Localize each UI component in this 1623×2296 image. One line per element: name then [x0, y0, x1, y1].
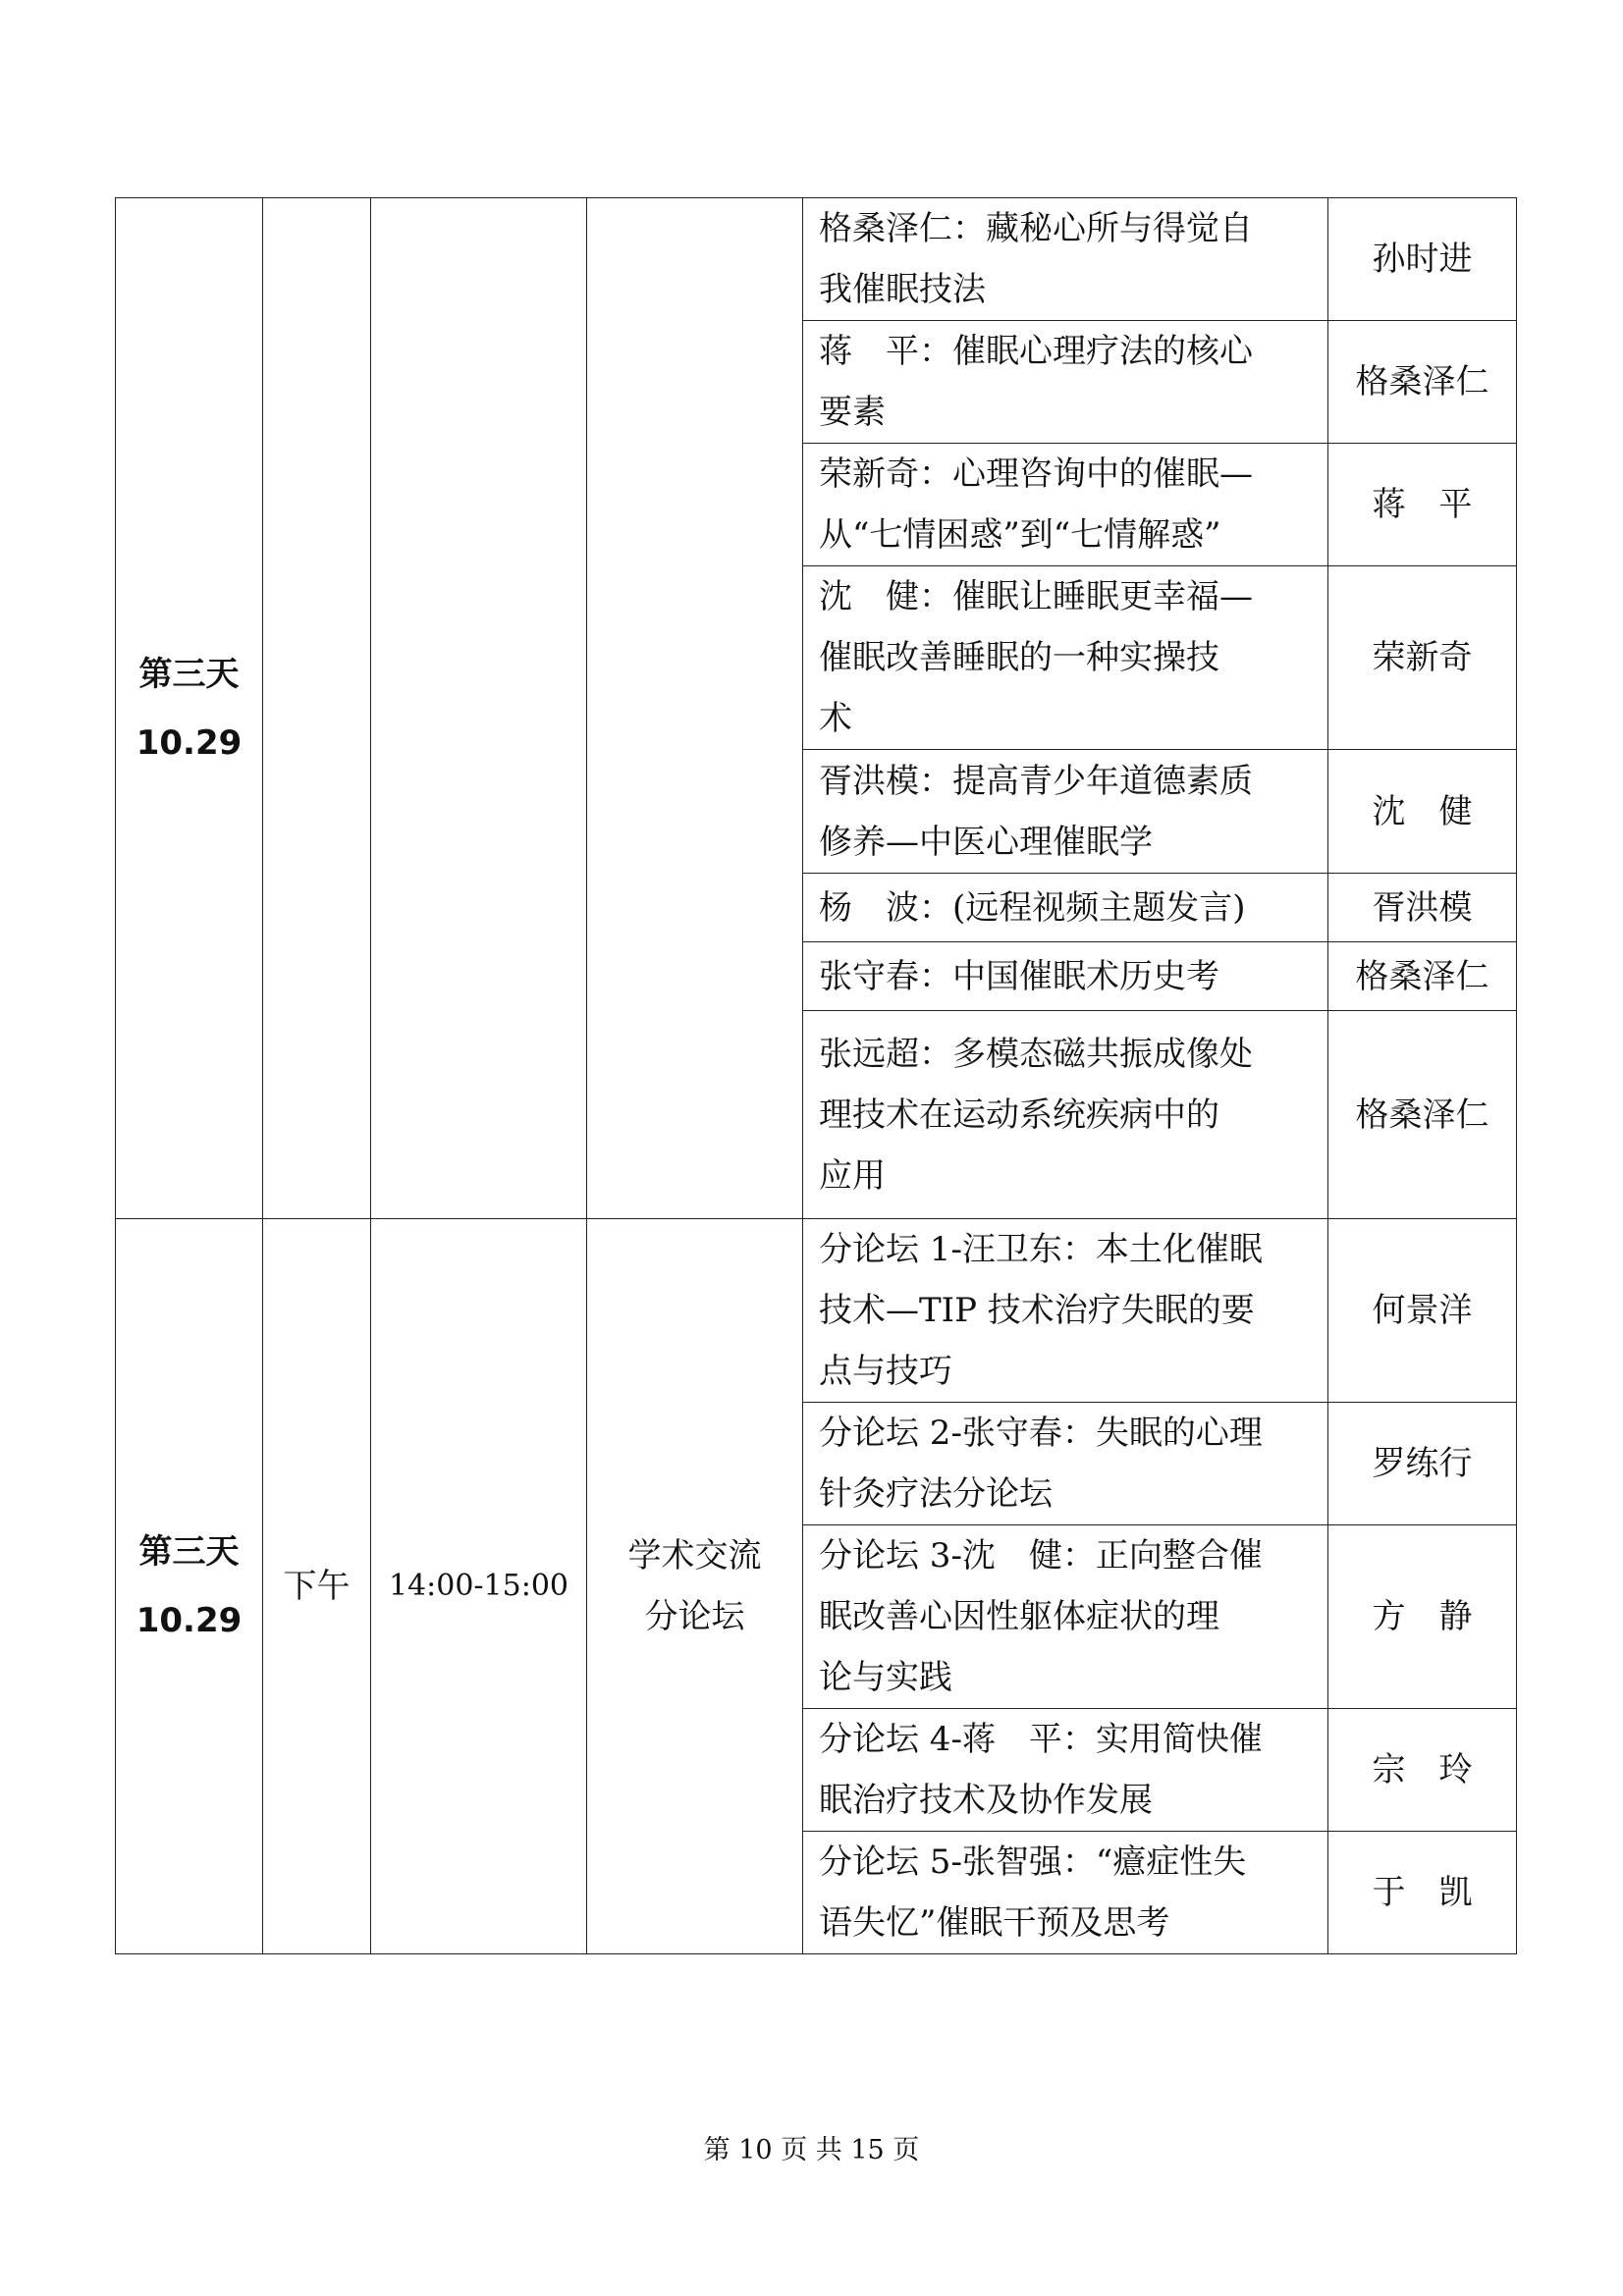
host-cell: 格桑泽仁	[1328, 321, 1517, 444]
page-footer: 第 10 页 共 15 页	[703, 2135, 920, 2165]
time-cell: 14:00-15:00	[371, 1219, 587, 1954]
topic-cell: 杨 波：(远程视频主题发言)	[803, 874, 1328, 942]
period-cell: 下午	[263, 1219, 371, 1954]
topic-cell: 分论坛 5-张智强：“癔症性失 语失忆”催眠干预及思考	[803, 1832, 1328, 1954]
session-cell: 学术交流 分论坛	[587, 1219, 803, 1954]
topic-cell: 分论坛 3-沈 健：正向整合催 眠改善心因性躯体症状的理 论与实践	[803, 1525, 1328, 1709]
host-cell: 宗 玲	[1328, 1709, 1517, 1832]
time-cell	[371, 198, 587, 1219]
topic-cell: 沈 健：催眠让睡眠更幸福— 催眠改善睡眠的一种实操技 术	[803, 566, 1328, 750]
table-row	[116, 198, 1517, 321]
host-cell: 格桑泽仁	[1328, 1011, 1517, 1219]
host-cell: 格桑泽仁	[1328, 942, 1517, 1011]
schedule-table	[115, 197, 1517, 1954]
day-cell: 第三天 10.29	[116, 1219, 263, 1954]
host-cell: 孙时进	[1328, 198, 1517, 321]
table-row	[116, 1219, 1517, 1403]
host-cell: 何景洋	[1328, 1219, 1517, 1403]
topic-cell: 分论坛 1-汪卫东：本土化催眠 技术—TIP 技术治疗失眠的要 点与技巧	[803, 1219, 1328, 1403]
topic-cell: 分论坛 4-蒋 平：实用简快催 眠治疗技术及协作发展	[803, 1709, 1328, 1832]
topic-cell: 蒋 平：催眠心理疗法的核心 要素	[803, 321, 1328, 444]
day-cell: 第三天 10.29	[116, 198, 263, 1219]
host-cell: 于 凯	[1328, 1832, 1517, 1954]
topic-cell: 胥洪模：提高青少年道德素质 修养—中医心理催眠学	[803, 750, 1328, 874]
topic-cell: 分论坛 2-张守春：失眠的心理 针灸疗法分论坛	[803, 1403, 1328, 1525]
topic-cell: 荣新奇：心理咨询中的催眠— 从“七情困惑”到“七情解惑”	[803, 444, 1328, 566]
host-cell: 方 静	[1328, 1525, 1517, 1709]
host-cell: 罗练行	[1328, 1403, 1517, 1525]
host-cell: 荣新奇	[1328, 566, 1517, 750]
topic-cell: 张守春：中国催眠术历史考	[803, 942, 1328, 1011]
host-cell: 沈 健	[1328, 750, 1517, 874]
period-cell	[263, 198, 371, 1219]
host-cell: 胥洪模	[1328, 874, 1517, 942]
session-cell	[587, 198, 803, 1219]
host-cell: 蒋 平	[1328, 444, 1517, 566]
topic-cell: 格桑泽仁：藏秘心所与得觉自 我催眠技法	[803, 198, 1328, 321]
topic-cell: 张远超：多模态磁共振成像处 理技术在运动系统疾病中的 应用	[803, 1011, 1328, 1219]
